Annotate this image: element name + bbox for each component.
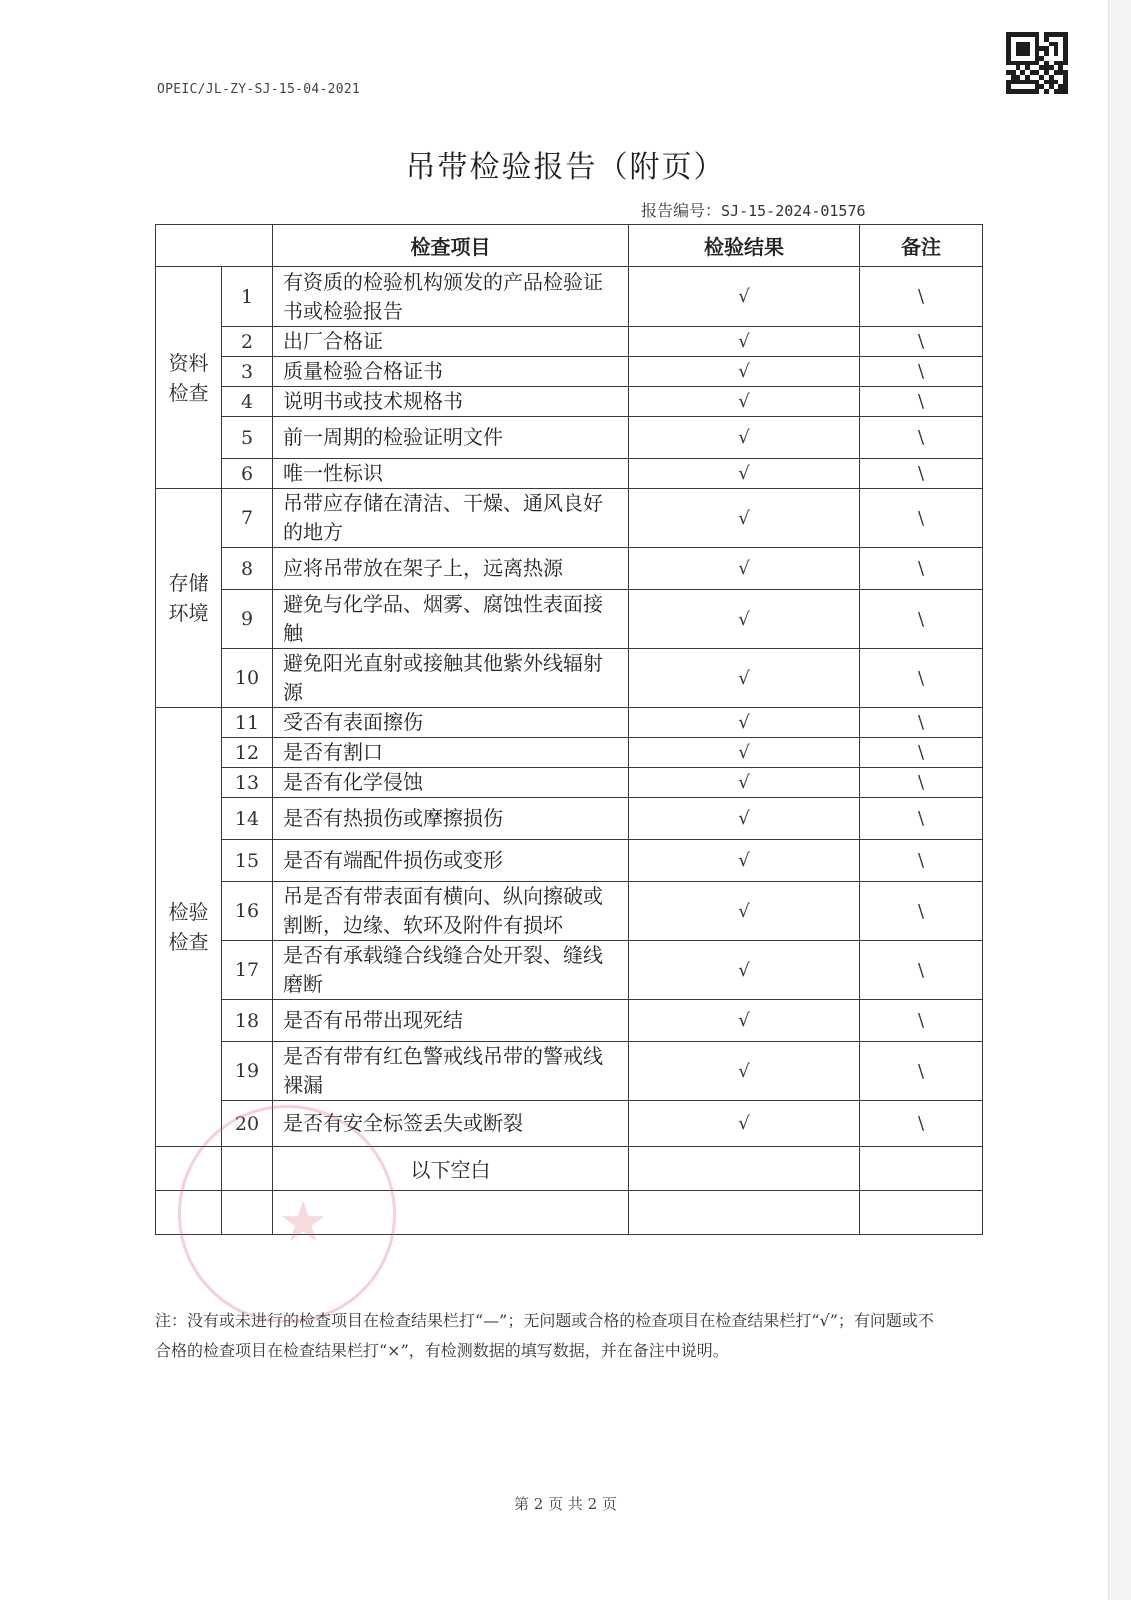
row-remark: \ [860, 1000, 983, 1042]
table-row [156, 357, 983, 387]
row-result: √ [629, 941, 860, 1000]
row-number: 2 [222, 327, 273, 357]
row-number: 9 [222, 590, 273, 649]
report-number [641, 198, 866, 221]
table-row [156, 882, 983, 941]
row-remark: \ [860, 708, 983, 738]
table-row [156, 327, 983, 357]
row-number: 7 [222, 489, 273, 548]
blank-below-text: 以下空白 [273, 1147, 629, 1191]
table-row [156, 459, 983, 489]
row-number: 6 [222, 459, 273, 489]
page-title: 吊带检验报告（附页） [405, 150, 726, 185]
row-number: 1 [222, 267, 273, 327]
row-result: √ [629, 649, 860, 708]
row-result: √ [629, 1042, 860, 1101]
blank-cell [629, 1191, 860, 1235]
row-item: 质量检验合格证书 [273, 357, 629, 387]
row-number: 4 [222, 387, 273, 417]
row-remark: \ [860, 941, 983, 1000]
row-item: 吊是否有带表面有横向、纵向擦破或割断，边缘、软环及附件有损坏 [273, 882, 629, 941]
row-result: √ [629, 738, 860, 768]
table-row [156, 840, 983, 882]
row-number: 8 [222, 548, 273, 590]
row-item: 是否有热损伤或摩擦损伤 [273, 798, 629, 840]
report-number-label: 报告编号： [641, 201, 722, 220]
row-item: 应将吊带放在架子上，远离热源 [273, 548, 629, 590]
row-item: 是否有承载缝合线缝合处开裂、缝线磨断 [273, 941, 629, 1000]
header-remark: 备注 [860, 225, 983, 267]
document-code: OPEIC/JL-ZY-SJ-15-04-2021 [157, 82, 361, 97]
header-result: 检验结果 [629, 225, 860, 267]
blank-cell [629, 1147, 860, 1191]
seal-star-icon: ★ [278, 1190, 329, 1255]
table-row [156, 489, 983, 548]
row-number: 12 [222, 738, 273, 768]
row-number: 18 [222, 1000, 273, 1042]
row-number: 13 [222, 768, 273, 798]
category-cell: 检验 检查 [156, 708, 222, 1147]
row-remark: \ [860, 649, 983, 708]
row-item: 是否有端配件损伤或变形 [273, 840, 629, 882]
row-item: 是否有割口 [273, 738, 629, 768]
table-row [156, 941, 983, 1000]
row-result: √ [629, 459, 860, 489]
blank-cell [860, 1191, 983, 1235]
row-number: 3 [222, 357, 273, 387]
row-number: 19 [222, 1042, 273, 1101]
table-row [156, 1000, 983, 1042]
table-row [156, 708, 983, 738]
row-result: √ [629, 1101, 860, 1147]
note-text: 注：没有或未进行的检查项目在检查结果栏打“—”；无问题或合格的检查项目在检查结果栏打“√”；有问题或不合格的检查项目在检查结果栏打“×”，有检测数据的填写数据，并在备注中说明。 [155, 1311, 934, 1360]
row-result: √ [629, 357, 860, 387]
table-row [156, 738, 983, 768]
row-remark: \ [860, 768, 983, 798]
header-blank-cell [156, 225, 273, 267]
row-remark: \ [860, 459, 983, 489]
table-row [156, 590, 983, 649]
row-item: 是否有带有红色警戒线吊带的警戒线裸漏 [273, 1042, 629, 1101]
row-item: 避免阳光直射或接触其他紫外线辐射源 [273, 649, 629, 708]
table-row [156, 1042, 983, 1101]
row-number: 15 [222, 840, 273, 882]
table-row [156, 548, 983, 590]
row-result: √ [629, 1000, 860, 1042]
category-cell: 资料 检查 [156, 267, 222, 489]
header-item: 检查项目 [273, 225, 629, 267]
table-row [156, 267, 983, 327]
row-remark: \ [860, 738, 983, 768]
row-remark: \ [860, 267, 983, 327]
table-header-row [156, 225, 983, 267]
row-result: √ [629, 387, 860, 417]
row-item: 唯一性标识 [273, 459, 629, 489]
row-remark: \ [860, 798, 983, 840]
row-number: 14 [222, 798, 273, 840]
row-remark: \ [860, 357, 983, 387]
table-row [156, 417, 983, 459]
table-row [156, 768, 983, 798]
row-item: 是否有安全标签丢失或断裂 [273, 1101, 629, 1147]
row-remark: \ [860, 1042, 983, 1101]
row-result: √ [629, 489, 860, 548]
row-result: √ [629, 267, 860, 327]
row-item: 是否有吊带出现死结 [273, 1000, 629, 1042]
row-item: 受否有表面擦伤 [273, 708, 629, 738]
row-result: √ [629, 798, 860, 840]
row-item: 说明书或技术规格书 [273, 387, 629, 417]
inspection-table [155, 224, 983, 1235]
row-number: 11 [222, 708, 273, 738]
row-item: 避免与化学品、烟雾、腐蚀性表面接触 [273, 590, 629, 649]
row-item: 有资质的检验机构颁发的产品检验证书或检验报告 [273, 267, 629, 327]
row-item: 出厂合格证 [273, 327, 629, 357]
row-remark: \ [860, 387, 983, 417]
row-remark: \ [860, 417, 983, 459]
row-number: 20 [222, 1101, 273, 1147]
row-item: 吊带应存储在清洁、干燥、通风良好的地方 [273, 489, 629, 548]
row-number: 5 [222, 417, 273, 459]
table-row [156, 387, 983, 417]
qr-code-icon [1006, 32, 1068, 94]
row-result: √ [629, 708, 860, 738]
row-remark: \ [860, 840, 983, 882]
row-remark: \ [860, 882, 983, 941]
category-cell: 存储 环境 [156, 489, 222, 708]
row-item: 前一周期的检验证明文件 [273, 417, 629, 459]
row-remark: \ [860, 489, 983, 548]
row-result: √ [629, 590, 860, 649]
report-number-value: SJ-15-2024-01576 [721, 202, 866, 220]
row-result: √ [629, 768, 860, 798]
page-edge [1108, 0, 1131, 1600]
row-remark: \ [860, 548, 983, 590]
qr-module [1063, 89, 1068, 94]
row-result: √ [629, 327, 860, 357]
row-result: √ [629, 882, 860, 941]
row-number: 17 [222, 941, 273, 1000]
table-row [156, 798, 983, 840]
page-footer: 第 2 页 共 2 页 [514, 1495, 617, 1513]
row-remark: \ [860, 590, 983, 649]
table-row [156, 649, 983, 708]
row-result: √ [629, 548, 860, 590]
row-number: 16 [222, 882, 273, 941]
row-remark: \ [860, 1101, 983, 1147]
row-result: √ [629, 417, 860, 459]
row-item: 是否有化学侵蚀 [273, 768, 629, 798]
blank-cell [860, 1147, 983, 1191]
row-number: 10 [222, 649, 273, 708]
table-body [156, 267, 983, 1235]
row-remark: \ [860, 327, 983, 357]
row-result: √ [629, 840, 860, 882]
